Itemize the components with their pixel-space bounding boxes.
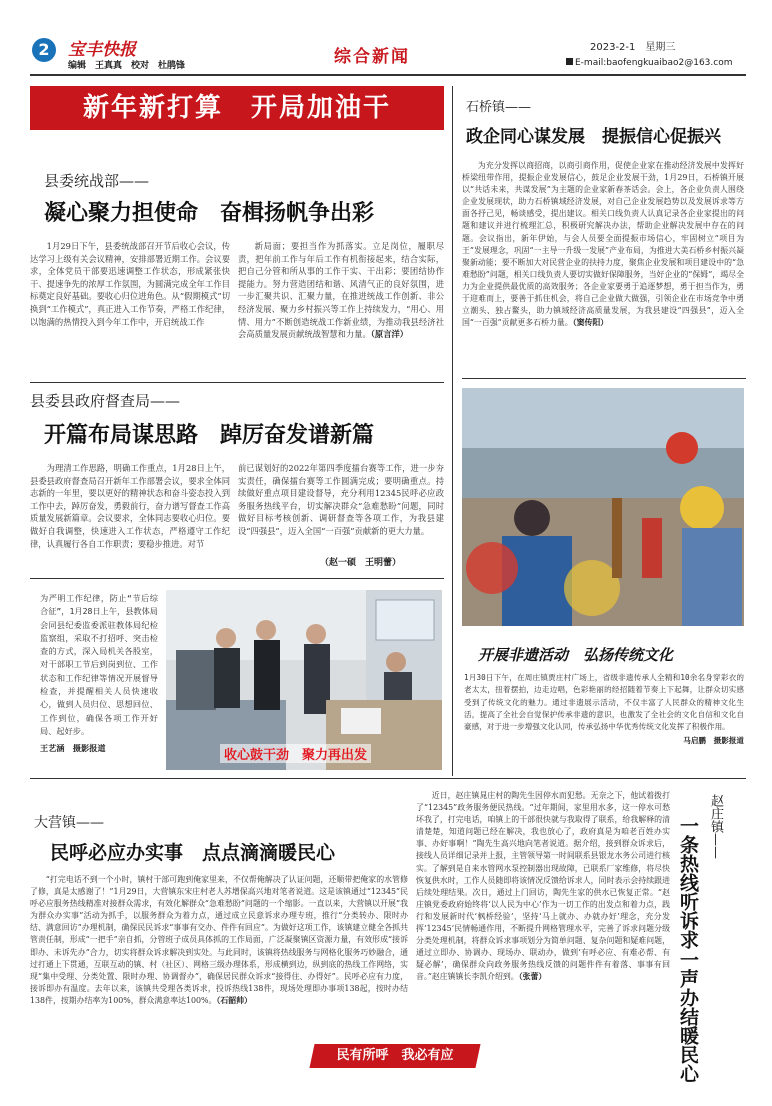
article4-headline: 民呼必应办实事 点点滴滴暖民心 bbox=[50, 842, 336, 864]
email-text: E-mail:baofengkuaibao2@163.com bbox=[575, 58, 733, 68]
article2-kicker bbox=[30, 390, 180, 411]
article1-col2 bbox=[238, 240, 444, 364]
photo-story-overlay: 收心鼓干劲 聚力再出发 bbox=[220, 744, 371, 763]
page-number-badge bbox=[32, 38, 56, 62]
footer-banner-text: 民有所呼 我必有应 bbox=[336, 1048, 454, 1063]
article3-kicker-text: 石桥镇—— bbox=[466, 100, 532, 115]
article5-headline-part2: 一声办结暖民心 bbox=[677, 950, 699, 1083]
folk-dance-illustration bbox=[462, 388, 744, 626]
article1-kicker-text: 县委统战部—— bbox=[44, 172, 150, 190]
article5-kicker: 赵庄镇—— bbox=[708, 794, 723, 859]
email-line bbox=[566, 58, 732, 68]
article1-col2-text: 新局面；要担当作为抓落实。立足岗位，履职尽责，把年前工作与年后工作有机衔接起来，结合实际，把自己分管和所从事的工作干实、干出彩；要团结协作提能力。努力营造团结和谐、风清气正的良好氛围，进一步汇聚共识、汇聚力量，在推进统战工作创新、非公经济发展、聚力乡村振兴等工作上持续发力，“用心、用情、用力”不断创造统战工作新业绩，为推动我县经济社会高质量发展贡献统战智慧和力量。 bbox=[238, 241, 444, 340]
article3-divider bbox=[462, 378, 746, 379]
photo-story-caption-text: 为严明工作纪律，防止“节后综合征”，1月28日上午，县教体局会同县纪委监委派驻教体局纪检监察组，采取不打招呼、突击检查的方式，深入局机关各股室，对干部职工节后到岗到位、工作状态和工作纪律等情况开展督导检查，并提醒相关人员快速收心，做到人员归位、思想回位、工作到位，确保各项工作开好局、起好步。 bbox=[40, 593, 158, 736]
photo2-title: 开展非遗活动 弘扬传统文化 bbox=[478, 646, 674, 664]
article1-divider bbox=[30, 382, 444, 383]
date-line: 2023-2-1 星期三 bbox=[590, 42, 676, 53]
banner-title: 新年新打算 开局加油干 bbox=[82, 93, 391, 123]
photo2-caption: 1月30日下午，在周庄镇贾庄村广场上，省级非遗传承人全精和10余名身穿彩衣的老太太，扭着摆拍，边走边唱，色彩艳丽的经招随着节奏上下起舞，让群众切实感受到了传统文化的魅力。通过非遗展示活动，不仅丰富了人民群众的精神文化生活，提高了全社会自觉保护传承非遗的意识，也激发了全社会的文化自信和文化自豪感，对于进一步增强文化认同，传承弘扬中华优秀传统文化发挥了积极作用。 bbox=[464, 673, 744, 732]
section-title: 综合新闻 bbox=[334, 47, 410, 67]
photo-story-caption bbox=[40, 592, 158, 756]
article2-headline: 开篇布局谋思路 踔厉奋发谱新篇 bbox=[44, 423, 375, 448]
article4-kicker bbox=[34, 812, 104, 832]
article2-col1: 为理清工作思路，明确工作重点，1月28日上午，县委县政府督查局召开新年工作部署会议，要求全体同志新的一年里，要以更好的精神状态和奋斗姿态投入到工作中去，踔厉奋发，勇毅前行，奋力谱写督查工作高质量发展新篇章。会议要求，全体同志要收心归位。要做好自我调整，快速进入工作状态，严格遵守工作纪律，认真履行各自工作职责；要稳步推进。对节 bbox=[30, 463, 230, 549]
office-inspection-illustration bbox=[166, 590, 442, 770]
article3-headline: 政企同心谋发展 提振信心促振兴 bbox=[466, 127, 721, 147]
article2-divider bbox=[30, 578, 444, 579]
article2-kicker-text: 县委县政府督查局—— bbox=[30, 392, 181, 410]
office-inspection-photo bbox=[166, 590, 442, 770]
masthead-rule bbox=[30, 74, 746, 76]
article5-author: （张蕾） bbox=[518, 972, 547, 982]
article1-col1: 1月29日下午，县委统战部召开节后收心会议，传达学习上级有关会议精神，安排部署近期工作。会议要求，全体党员干部要迅速调整工作状态，形成紧张快干、提速争先的浓厚工作氛围，为圆满完成全年工作目标奠定良好基础。要收心归位进角色。从“假期模式”切换到“工作模式”，真正进入工作节奏，严格工作纪律，以饱满的热情投入到今年工作中，开启统战工作 bbox=[30, 241, 230, 327]
article1-author: （原言洋） bbox=[370, 329, 409, 340]
article5-headline-part1: 一条热线听诉求 bbox=[677, 816, 699, 949]
editors-line: 编辑 王真真 校对 杜鹃锋 bbox=[68, 61, 186, 71]
article1-headline: 凝心聚力担使命 奋楫扬帆争出彩 bbox=[44, 201, 375, 226]
photo2-author: 马启鹏 摄影报道 bbox=[683, 736, 744, 746]
article4-kicker-text: 大营镇—— bbox=[34, 815, 104, 831]
article3-body bbox=[462, 160, 744, 372]
article1-kicker bbox=[44, 170, 149, 191]
article3-kicker bbox=[466, 96, 531, 115]
footer-banner bbox=[309, 1044, 480, 1068]
article5-text: 近日，赵庄镇晁庄村的陶先生因停水而犯愁。无奈之下，他试着拨打了“12345”政务服务便民热线。“过年期间，家里用水多，这一停水可愁坏我了，打完电话，咱镇上的干部很快就与我取得了联系，给我解释的清清楚楚，知道问题已经在解决，我也放心了，政府真是为咱老百姓办实事、办好事啊！”陶先生高兴地向笔者说道。据介绍，接到群众诉求后，接线人员详细记录并上报，主管领导第一时间联系县银龙水务公司进行核实。了解到是自来水管网水泵控制器出现故障，已联系厂家维修，将尽快恢复供水时，工作人员随即将该情况反馈给诉求人，同时表示会持续跟进后续处理结果。次日，通过上门回访，陶先生家的供水已恢复正常。“赵庄镇党委政府始终将‘以人民为中心’作为一切工作的出发点和着力点，践行和发展新时代‘枫桥经验’，坚持‘马上就办、办就办好’理念，充分发挥‘12345’民情畅通作用，不断提升网格管理水平，完善了诉求问题分级分类处理机制，将群众诉求事项划分为简单问题、复杂问题和疑难问题，通过立即办、协调办、现场办、联动办，做到‘有呼必应、有难必帮、有疑必解’，确保群众向政务服务热线反馈的问题件件有着落、事事有回音。”赵庄镇镇长李凯介绍到。 bbox=[416, 791, 670, 982]
column-divider bbox=[452, 86, 453, 776]
lower-divider bbox=[30, 778, 746, 779]
folk-dance-photo bbox=[462, 388, 744, 626]
article4-author: （石韶帅） bbox=[216, 995, 252, 1005]
article3-text: 为充分发挥以商招商，以商引商作用，促使企业家在推动经济发展中发挥好桥梁纽带作用，提振企业发展信心，鼓足企业发展干劲，1月29日，石桥镇开展以“共话未来，共谋发展”为主题的企业家新春茶话会。会上，各企业负责人围绕企业发展现状，助力石桥镇域经济发展，对自己企业发展趋势以及发展诉求等方面各抒己见，畅谈感受，提出建议。相关口线负责人认真记录各企业家提出的问题和建议并进行梳理汇总，积极研究解决办法，帮助企业解决发展中存在的问题。会议指出，新年伊始，与会人员要全面提振市场信心，牢固树立“项目为王”发展理念，巩固“一主导一升级一发展”产业布局，为推进大美石桥乡村振兴凝聚新动能；要不断加大对民营企业的扶持力度，聚焦企业发展和项目建设中的“急难愁盼”问题，相关口线负责人要切实做好保障服务，当好企业的“保姆”，竭尽全力为企业提供最优质的高效服务；各企业家要勇于追逐梦想，勇于担当作为，勇于迎难而上，要善于抓住机会，将自己企业做大做强，引领企业在市场竞争中勇立潮头、独占鳌头，助力镇域经济高质量发展，为我县建设“四强县”，迈入全国“一百强”贡献更多石桥力量。 bbox=[462, 161, 744, 328]
photo-story-author: 王艺涵 摄影报道 bbox=[40, 743, 106, 754]
article2-col2: 前已谋划好的2022年第四季度擂台赛等工作，进一步夯实责任，确保擂台赛等工作圆满完成；要明确重点。持续做好重点项目建设督导，充分利用12345民呼必应政务服务热线平台，切实解决群众“急难愁盼”问题，同时做好目标考核创新、调研督查等各项工作，为我县建设“四强县”，迈入全国“一百强”贡献新的更大力量。 bbox=[238, 463, 444, 536]
article2-author: （赵一硕 王明蕾） bbox=[320, 558, 402, 568]
page-number: 2 bbox=[38, 40, 50, 59]
banner bbox=[30, 86, 444, 130]
article5-body bbox=[416, 790, 670, 1074]
email-marker-icon bbox=[566, 58, 573, 65]
paper-name: 宝丰快报 bbox=[68, 40, 136, 60]
photo2-caption-block bbox=[464, 672, 744, 748]
article4-text: “打完电话不到一个小时，镇村干部可跑到俺家里来，不仅帮俺解决了认证问题，还顺带把俺家的水管修了修，真是太感谢了！”1月29日，大营镇东宋庄村老人苏增保高兴地对笔者说道。这是该镇通过“12345”民呼必应服务热线精准对接群众需求，有效化解群众“急难愁盼”问题的一个缩影。一直以来，大营镇以开展“我为群众办实事”活动为抓手，以服务群众为着力点，通过成立民意诉求办理专班，推行“分类转办、限时办结、满意回访”办理机制，确保民民诉求“事事有交办、件件有回应”。为做好这项工作，该镇建立健全各抓共管责任制，形成“一把手”亲自抓，分管班子成员具体抓的工作局面，广泛凝聚镇区资源力量，有效形成“接诉即办、未诉先办”合力，切实将群众诉求解决到实处。与此同时，该镇将热线服务与网格化服务巧妙融合，通过打通上下贯通，互联互动的镇、村（社区）、网格三级办理体系，形成横到边，纵到底的热线工作网络，实现“集中受理、分类处置、限时办理、协调督办”，确保居民群众诉求“接得住、办得好”。民呼必应有力度，接诉即办有温度。去年以来，该镇共受理各类诉求，投诉热线138件，现场处理即办事项138起，按时办结138件，按期办结率为100%，群众满意率达100%。 bbox=[30, 875, 408, 1005]
article3-author: （窦传阳） bbox=[572, 318, 609, 328]
